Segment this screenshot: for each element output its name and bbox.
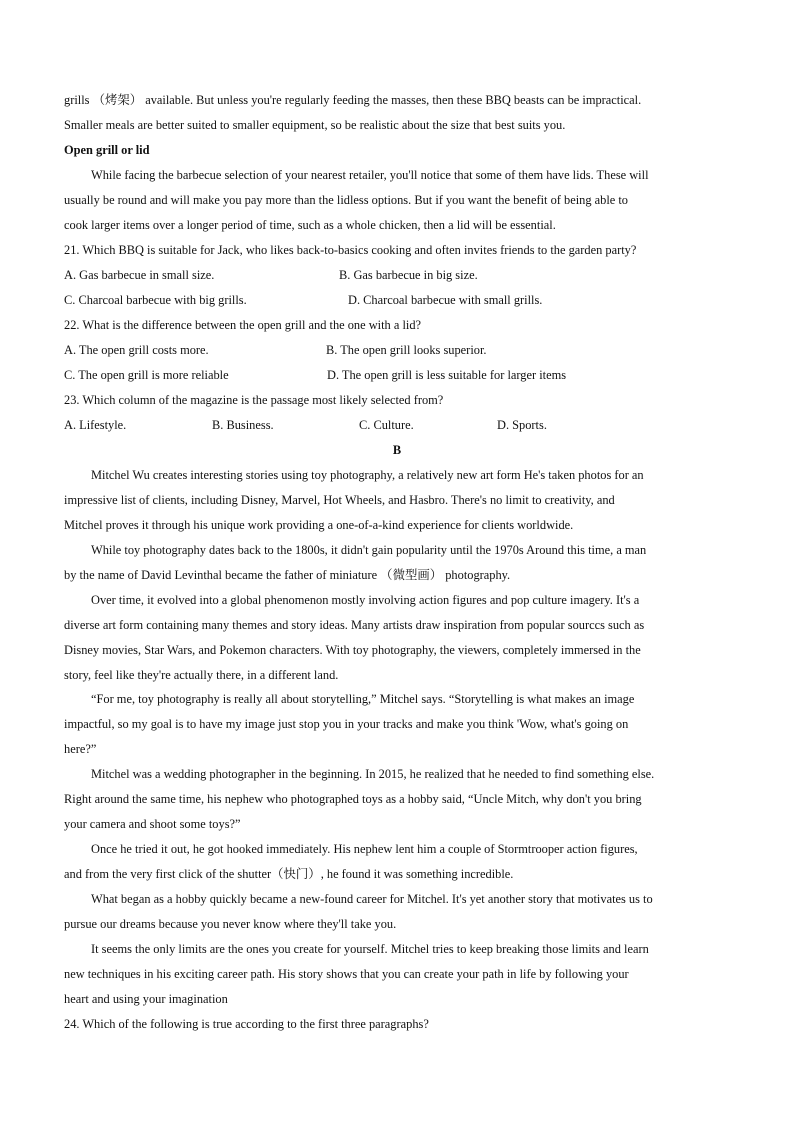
passage-line: Disney movies, Star Wars, and Pokemon characters. With toy photography, the viewers, completely immersed in the — [64, 643, 641, 657]
option-a: A. Gas barbecue in small size. — [64, 268, 215, 282]
passage-line: impactful, so my goal is to have my image just stop you in your tracks and make you think 'Wow, what's going on — [64, 717, 629, 731]
option-a: A. Lifestyle. — [64, 418, 127, 432]
passage-line: by the name of David Levinthal became the father of miniature （微型画） photography. — [64, 568, 511, 582]
option-a: A. The open grill costs more. — [64, 343, 209, 357]
passage-line: Once he tried it out, he got hooked immediately. His nephew lent him a couple of Stormtrooper action figures, — [91, 842, 638, 856]
passage-line: pursue our dreams because you never know where they'll take you. — [64, 917, 397, 931]
passage-line: Mitchel Wu creates interesting stories using toy photography, a relatively new art form He's taken photos for an — [91, 468, 644, 482]
option-d: D. Charcoal barbecue with small grills. — [348, 293, 543, 307]
passage-line: your camera and shoot some toys?” — [64, 817, 241, 831]
question-stem: 22. What is the difference between the open grill and the one with a lid? — [64, 318, 422, 332]
passage-line: here?” — [64, 742, 97, 756]
passage-line: Smaller meals are better suited to smaller equipment, so be realistic about the size that best suits you. — [64, 118, 566, 132]
passage-label: B — [392, 443, 402, 457]
passage-line: Right around the same time, his nephew who photographed toys as a hobby said, “Uncle Mitch, why don't you bring — [64, 792, 642, 806]
option-d: D. The open grill is less suitable for larger items — [327, 368, 567, 382]
question-stem: 24. Which of the following is true according to the first three paragraphs? — [64, 1017, 429, 1031]
passage-line: diverse art form containing many themes and story ideas. Many artists draw inspiration from popular sourccs such as — [64, 618, 645, 632]
passage-line: cook larger items over a longer period of time, such as a whole chicken, then a lid will be essential. — [64, 218, 556, 232]
passage-line: new techniques in his exciting career path. His story shows that you can create your path in life by following your — [64, 967, 629, 981]
passage-line: Mitchel was a wedding photographer in the beginning. In 2015, he realized that he needed to find something else. — [91, 767, 655, 781]
question-stem: 23. Which column of the magazine is the passage most likely selected from? — [64, 393, 444, 407]
option-c: C. Culture. — [359, 418, 414, 432]
question-stem: 21. Which BBQ is suitable for Jack, who likes back-to-basics cooking and often invites friends to the garden party? — [64, 243, 637, 257]
passage-line: and from the very first click of the shutter（快门）, he found it was something incredible. — [64, 867, 514, 881]
option-b: B. Gas barbecue in big size. — [339, 268, 478, 282]
passage-line: “For me, toy photography is really all about storytelling,” Mitchel says. “Storytelling is what makes an image — [91, 692, 635, 706]
passage-line: impressive list of clients, including Disney, Marvel, Hot Wheels, and Hasbro. There's no limit to creativity, and — [64, 493, 615, 507]
option-b: B. Business. — [212, 418, 274, 432]
passage-line: What began as a hobby quickly became a new-found career for Mitchel. It's yet another story that motivates us to — [91, 892, 653, 906]
passage-line: It seems the only limits are the ones you create for yourself. Mitchel tries to keep breaking those limits and learn — [91, 942, 649, 956]
option-c: C. The open grill is more reliable — [64, 368, 229, 382]
passage-line: usually be round and will make you pay more than the lidless options. But if you want the benefit of being able to — [64, 193, 629, 207]
option-d: D. Sports. — [497, 418, 547, 432]
passage-line: grills （烤架） available. But unless you're regularly feeding the masses, then these BBQ beasts can be impractical. — [64, 93, 642, 107]
passage-line: While toy photography dates back to the 1800s, it didn't gain popularity until the 1970s Around this time, a man — [91, 543, 647, 557]
passage-line: heart and using your imagination — [64, 992, 228, 1006]
option-b: B. The open grill looks superior. — [326, 343, 487, 357]
section-heading: Open grill or lid — [64, 143, 150, 157]
passage-line: Mitchel proves it through his unique work providing a one-of-a-kind experience for clients worldwide. — [64, 518, 574, 532]
option-c: C. Charcoal barbecue with big grills. — [64, 293, 247, 307]
passage-line: While facing the barbecue selection of your nearest retailer, you'll notice that some of them have lids. These will — [91, 168, 649, 182]
passage-line: story, feel like they're actually there, in a different land. — [64, 668, 339, 682]
passage-line: Over time, it evolved into a global phenomenon mostly involving action figures and pop culture imagery. It's a — [91, 593, 640, 607]
